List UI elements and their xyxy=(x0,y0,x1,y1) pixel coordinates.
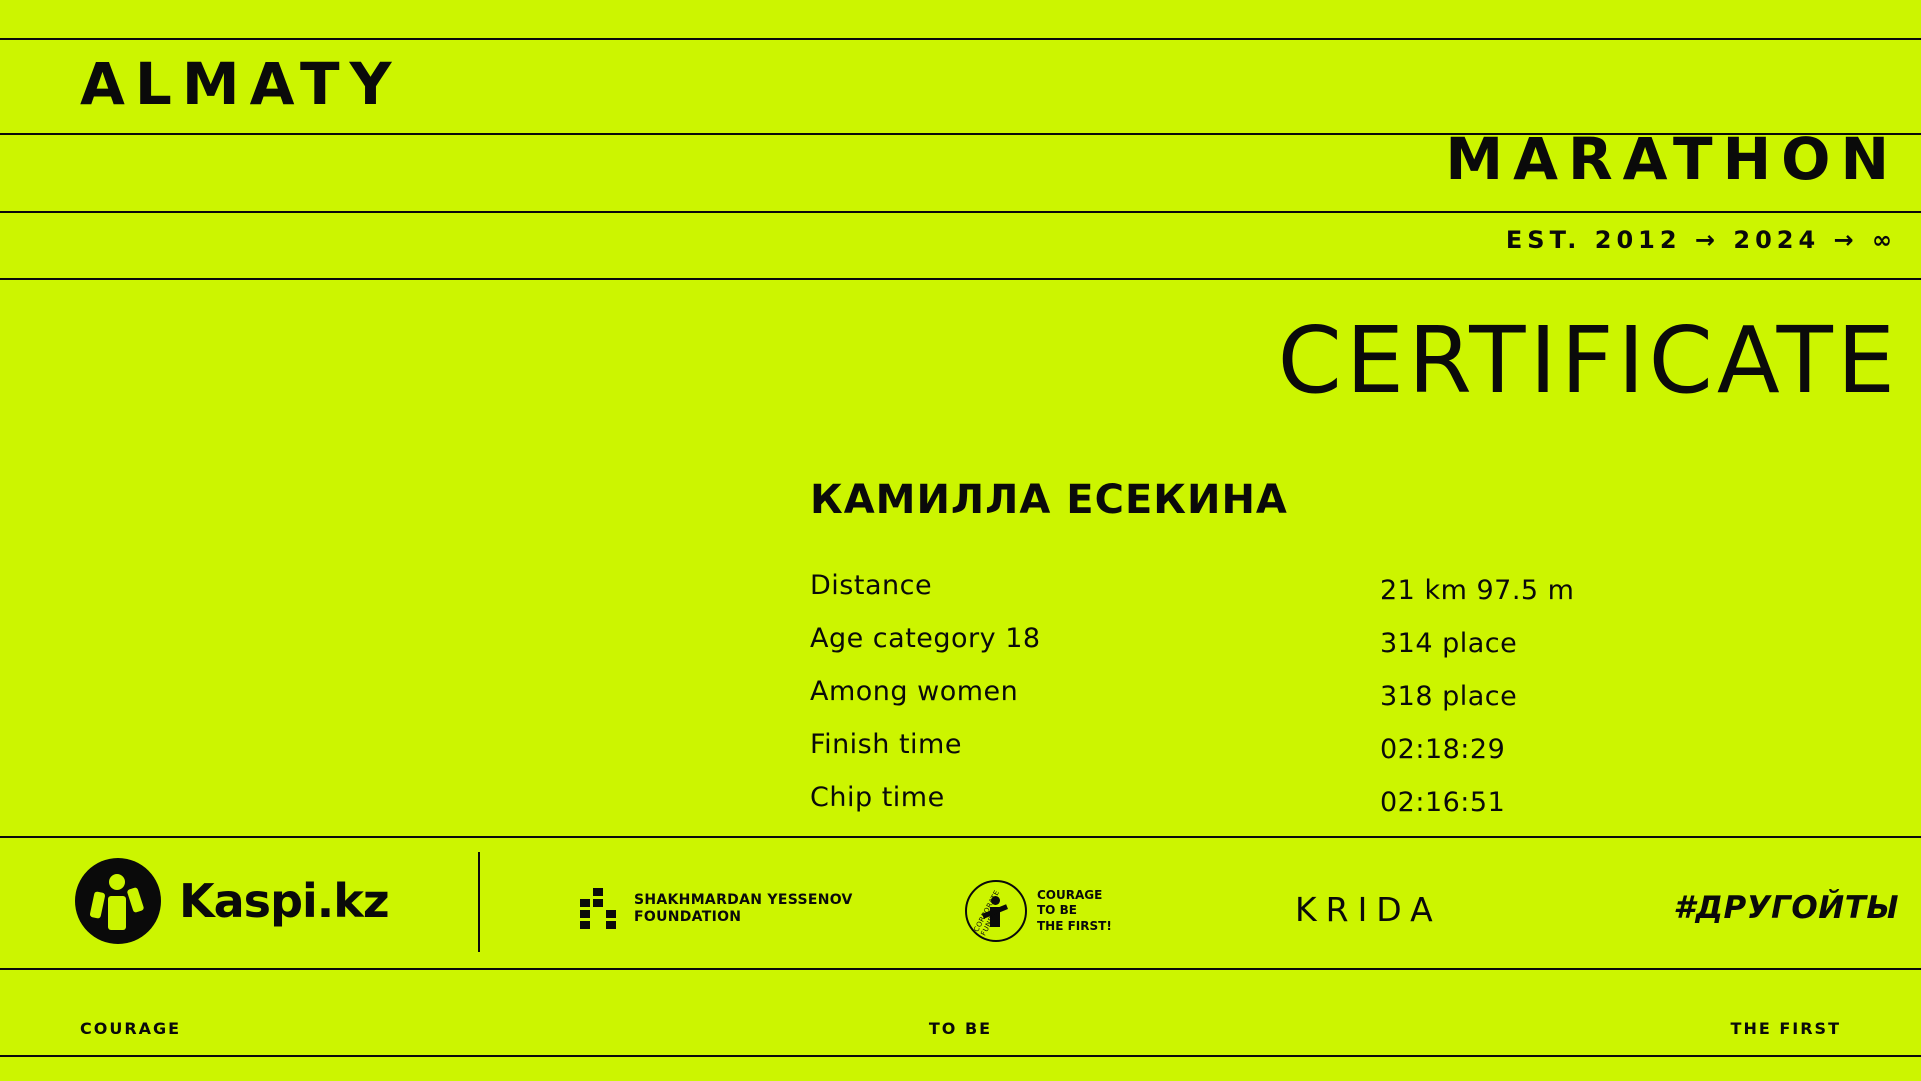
sponsor-kaspi xyxy=(75,858,389,944)
divider-line-7 xyxy=(0,1055,1921,1057)
kaspi-wordmark: Kaspi.kz xyxy=(179,874,389,928)
result-value: 02:16:51 xyxy=(1380,787,1506,818)
result-label: Finish time xyxy=(810,729,962,760)
results-table xyxy=(810,570,1870,835)
masthead-established: EST. 2012 → 2024 → ∞ xyxy=(1505,226,1897,254)
divider-line-1 xyxy=(0,38,1921,40)
table-row xyxy=(810,782,1870,835)
corporate-fund-wordmark xyxy=(1037,888,1112,935)
masthead-marathon: MARATHON xyxy=(1445,125,1899,193)
table-row xyxy=(810,676,1870,729)
result-label: Chip time xyxy=(810,782,945,813)
divider-line-3 xyxy=(0,211,1921,213)
result-value: 314 place xyxy=(1380,628,1518,659)
yessenov-line-1: SHAKHMARDAN YESSENOV xyxy=(634,891,853,908)
corporate-fund-logo-icon xyxy=(965,880,1027,942)
corporate-fund-line-3: THE FIRST! xyxy=(1037,918,1112,933)
result-value: 21 km 97.5 m xyxy=(1380,575,1575,606)
sponsor-krida: KRIDA xyxy=(1295,890,1442,929)
sponsor-bar xyxy=(0,838,1921,968)
masthead-almaty: ALMATY xyxy=(80,50,402,118)
sponsor-yessenov xyxy=(580,888,853,930)
divider-line-4 xyxy=(0,278,1921,280)
footer-slogan-left: COURAGE xyxy=(80,1019,182,1038)
footer-slogan-right: THE FIRST xyxy=(1730,1019,1841,1038)
result-label: Among women xyxy=(810,676,1019,707)
corporate-fund-ring-text: CORPORATE FUND xyxy=(972,888,1002,938)
result-value: 02:18:29 xyxy=(1380,734,1506,765)
sponsor-drugoity: #ДРУГОЙТЫ xyxy=(1673,890,1899,926)
divider-line-6 xyxy=(0,968,1921,970)
yessenov-line-2: FOUNDATION xyxy=(634,909,742,925)
table-row xyxy=(810,623,1870,676)
result-label: Age category 18 xyxy=(810,623,1041,654)
athlete-name: КАМИЛЛА ЕСЕКИНА xyxy=(810,477,1288,523)
page-title: CERTIFICATE xyxy=(1277,307,1899,414)
sponsor-corporate-fund xyxy=(965,880,1112,942)
yessenov-wordmark xyxy=(634,892,853,927)
corporate-fund-line-1: COURAGE xyxy=(1037,887,1103,902)
kaspi-logo-icon xyxy=(75,858,161,944)
table-row xyxy=(810,729,1870,782)
sponsor-divider xyxy=(478,852,480,952)
yessenov-logo-icon xyxy=(580,888,620,930)
result-label: Distance xyxy=(810,570,933,601)
table-row xyxy=(810,570,1870,623)
corporate-fund-line-2: TO BE xyxy=(1037,903,1077,918)
footer-slogan-center: TO BE xyxy=(928,1019,993,1038)
result-value: 318 place xyxy=(1380,681,1518,712)
